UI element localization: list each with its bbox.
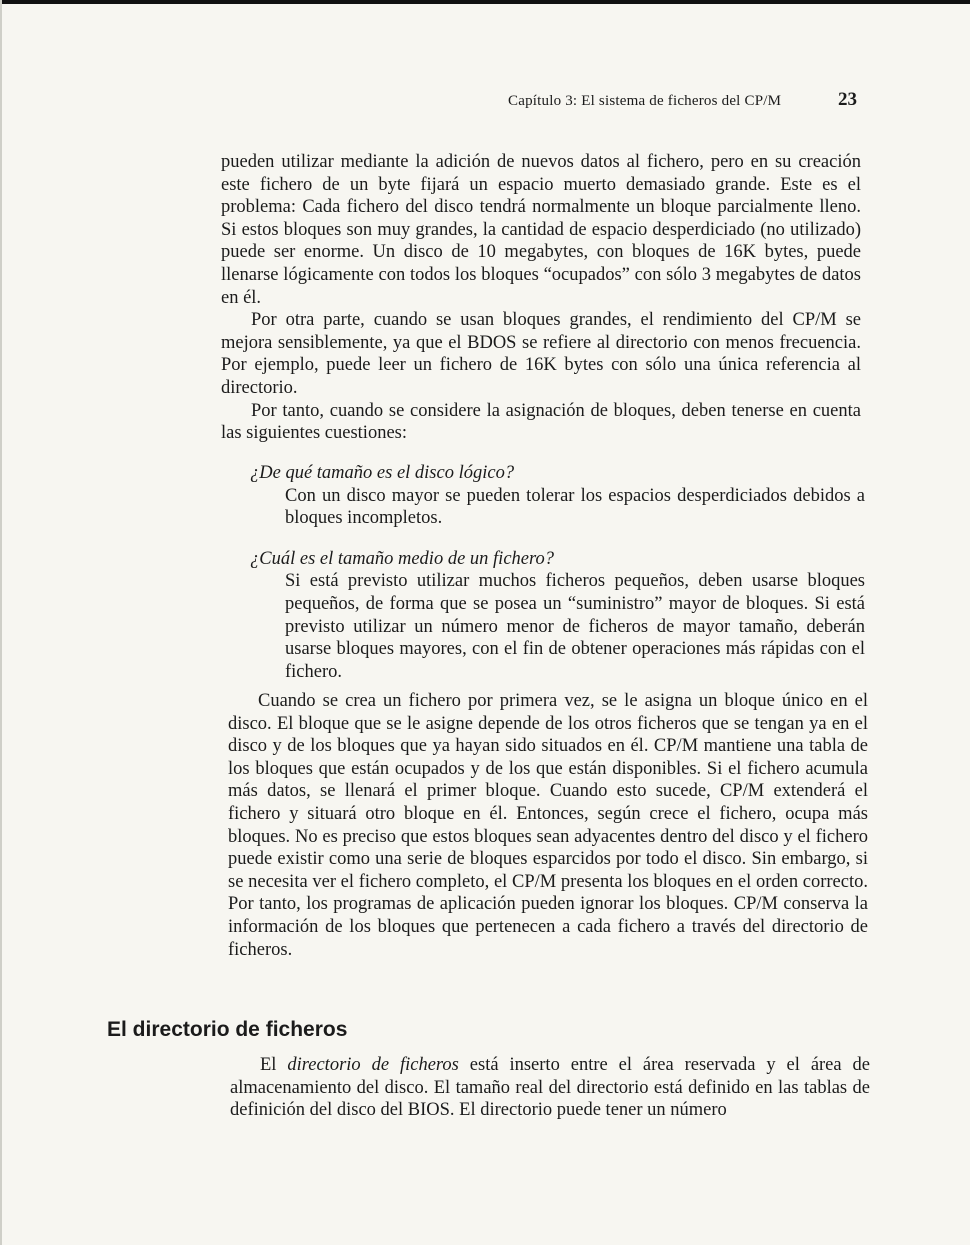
section-body bbox=[230, 1054, 870, 1122]
running-header bbox=[508, 89, 857, 110]
body-text-middle bbox=[228, 690, 868, 961]
page-top-edge bbox=[0, 0, 970, 4]
paragraph: Cuando se crea un fichero por primera vez, se le asigna un bloque único en el disco. El bloque que se le asigne depende de los otros ficheros que se tengan ya en el disco y de los bloques que ya hayan sido situados en él. CP/M mantiene una tabla de los bloques que están ocupados y de los que están disponibles. Si el fichero acumula más datos, se llenará el primer bloque. Cuando esto sucede, CP/M extenderá el fichero y situará otro bloque en él. Entonces, según crece el fichero, ocupa más bloques. No es preciso que estos bloques sean adyacentes dentro del disco y el fichero puede existir como una serie de bloques esparcidos por todo el disco. Sin embargo, si se necesita ver el fichero completo, el CP/M presenta los bloques en el orden correcto. Por tanto, los programas de aplicación pueden ignorar los bloques. CP/M conserva la información de los bloques que pertenecen a cada fichero a través del directorio de ficheros. bbox=[228, 691, 868, 960]
paragraph-lead: El bbox=[260, 1055, 288, 1075]
question-answer: Con un disco mayor se pueden tolerar los espacios desperdiciados debidos a bloques incompletos. bbox=[285, 485, 865, 529]
paragraph-rest: está inserto entre el área reservada y el área de almacenamiento del disco. El tamaño real del directorio está definido en las tablas de definición del disco del BIOS. El directorio puede tener un número bbox=[230, 1055, 870, 1121]
question-heading: ¿Cuál es el tamaño medio de un fichero? bbox=[250, 548, 555, 569]
page-left-edge bbox=[0, 0, 2, 1245]
term-emphasis: directorio de ficheros bbox=[287, 1055, 459, 1075]
paragraph: pueden utilizar mediante la adición de nuevos datos al fichero, pero en su creación este fichero de un byte fijará un espacio muerto demasiado grande. Este es el problema: Cada fichero del disco tendrá normalmente un bloque parcialmente lleno. Si estos bloques son muy grandes, la cantidad de espacio desperdiciado (no utilizado) puede ser enorme. Un disco de 10 megabytes, con bloques de 16K bytes, puede llenarse lógicamente con todos los bloques “ocupados” con sólo 3 megabytes de datos en él. bbox=[221, 152, 861, 308]
paragraph bbox=[230, 1054, 870, 1122]
page-number: 23 bbox=[838, 89, 857, 110]
section-heading: El directorio de ficheros bbox=[107, 1018, 348, 1041]
paragraph: Por otra parte, cuando se usan bloques grandes, el rendimiento del CP/M se mejora sensiblemente, ya que el BDOS se refiere al directorio con menos frecuencia. Por ejemplo, puede leer un fichero de 16K bytes con sólo una única referencia al directorio. bbox=[221, 310, 861, 398]
question-answer: Si está previsto utilizar muchos ficheros pequeños, deben usarse bloques pequeños, de forma que se posea un “suministro” mayor de bloques. Si está previsto utilizar un número menor de ficheros de mayor tamaño, deberán usarse bloques mayores, con el fin de obtener operaciones más rápidas con el fichero. bbox=[285, 571, 865, 682]
body-text-top bbox=[221, 151, 861, 445]
paragraph: Por tanto, cuando se considere la asignación de bloques, deben tenerse en cuenta las siguientes cuestiones: bbox=[221, 400, 861, 444]
question-list bbox=[250, 462, 865, 701]
chapter-title: Capítulo 3: El sistema de ficheros del CP/M bbox=[508, 93, 782, 109]
question-heading: ¿De qué tamaño es el disco lógico? bbox=[250, 463, 515, 483]
